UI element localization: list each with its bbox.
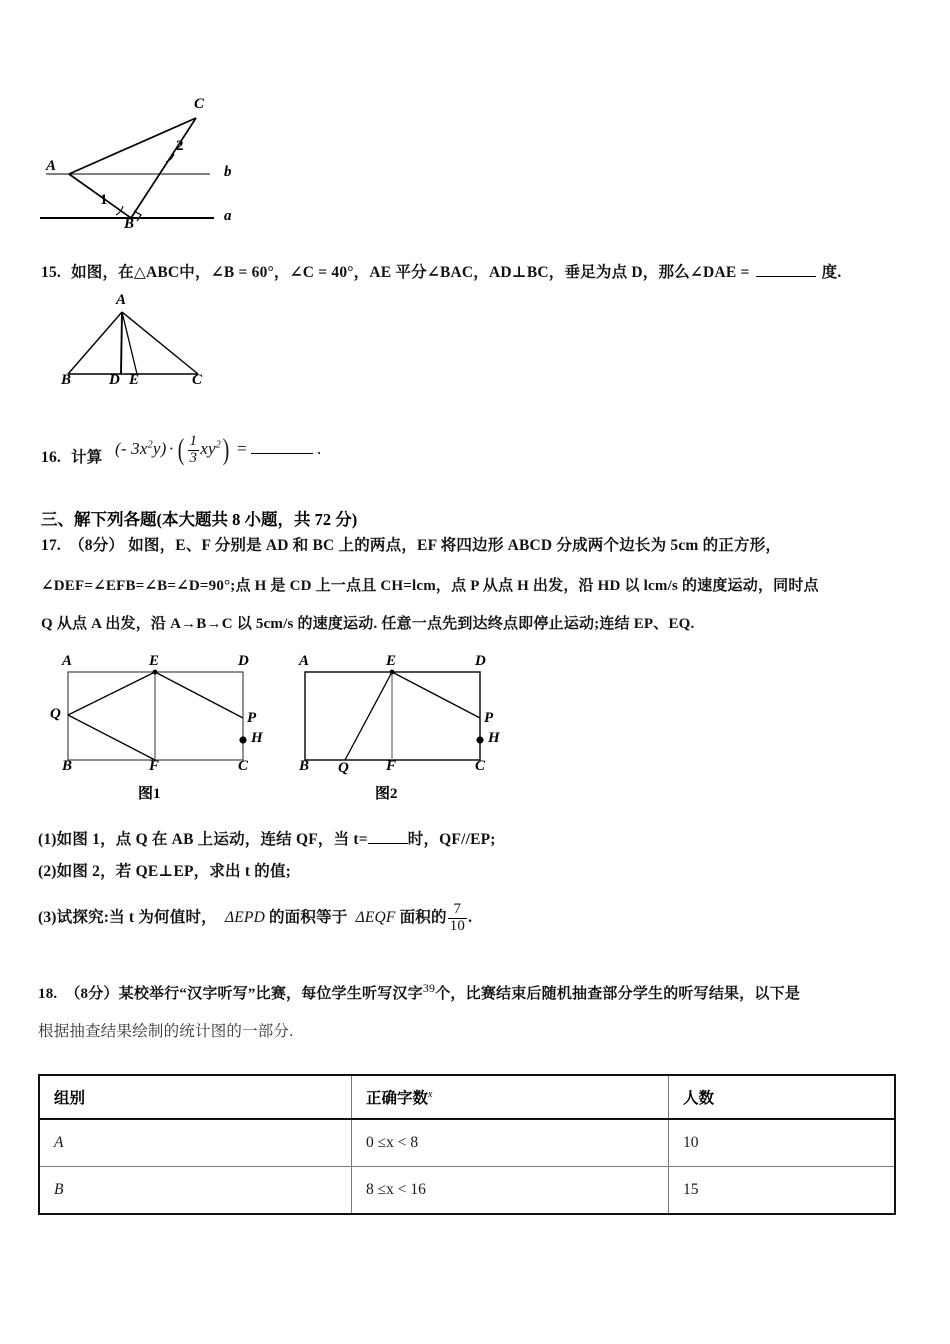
- expr-paren-open: (: [178, 433, 185, 467]
- question-15-body: 如图，在△ABC中，∠B = 60°，∠C = 40°，AE 平分∠BAC，AD⊥BC，垂足为点 D，那么∠DAE =: [71, 264, 750, 281]
- table-row: [39, 1119, 895, 1167]
- question-17-sub-3-text-b: 的面积等于: [268, 908, 348, 926]
- table-cell-group-A: A: [39, 1119, 352, 1167]
- figure2-label-D: D: [475, 653, 486, 669]
- fraction-denominator: 3: [189, 449, 198, 466]
- question-17-line-1: [41, 536, 781, 556]
- table-cell-range-A: 0 ≤x < 8: [352, 1119, 669, 1167]
- table-row: [39, 1167, 895, 1215]
- figure1-label-A: A: [62, 653, 73, 669]
- question-18-line-1: [38, 978, 800, 1004]
- section-3-heading: 三、解下列各题(本大题共 8 小题，共 72 分): [41, 510, 358, 529]
- question-17-score: （8分）: [69, 537, 125, 554]
- figure-label-A: A: [46, 158, 57, 174]
- figure1-label-D: D: [238, 653, 249, 669]
- question-18-text-a: 某校举行“汉字听写”比赛，每位学生听写汉字: [118, 986, 423, 1002]
- question-17-sub-3-period: .: [468, 908, 473, 926]
- figure1-label-F: F: [149, 758, 160, 774]
- triangle-epd-symbol: ΔEPD: [224, 908, 265, 926]
- question-17-sub-1: [38, 830, 496, 850]
- expr-equals: =: [237, 439, 247, 459]
- figure-label-angle-2: 2: [176, 138, 184, 154]
- expr-left-var: y: [152, 439, 161, 459]
- figure2-label-E: E: [386, 653, 397, 669]
- figure1-label-C: C: [238, 758, 249, 774]
- figure1-caption: 图1: [138, 786, 161, 802]
- figure-label-line-a: a: [224, 208, 232, 224]
- table-cell-count-A: 10: [669, 1119, 896, 1167]
- figure2-label-P: P: [484, 710, 494, 726]
- figure1-label-H: H: [251, 730, 263, 746]
- figure-triangle-abc-cevians: [48, 292, 228, 396]
- question-16-text: [41, 448, 102, 468]
- figure-parallel-lines-angles: [38, 92, 258, 237]
- table-cell-group-B: B: [39, 1167, 352, 1215]
- question-15-number: 15.: [41, 264, 61, 281]
- question-15-suffix: 度.: [821, 264, 842, 281]
- table-header-people-count: 人数: [669, 1075, 896, 1119]
- fraction-seven-tenths: [448, 902, 467, 935]
- figure2-label-Q: Q: [338, 760, 349, 776]
- fraction-numerator: 1: [189, 433, 198, 449]
- statistics-table: [38, 1074, 896, 1215]
- table-cell-count-B: 15: [669, 1167, 896, 1215]
- table-header-variable-x: x: [428, 1088, 433, 1100]
- fraction-denominator: 10: [449, 917, 466, 934]
- expr-left-body: - 3x: [120, 439, 148, 459]
- question-18-superscript-39: 39: [422, 981, 436, 995]
- question-17-sub-3: [38, 902, 472, 935]
- figure-label-C: C: [194, 96, 205, 112]
- question-17-sub-3-text-a: (3)试探究:当 t 为何值时，: [38, 908, 217, 926]
- figure-label-E: E: [129, 372, 140, 388]
- figure1-label-B: B: [62, 758, 73, 774]
- table-header-correct-count: [352, 1075, 669, 1119]
- question-16-number: 16.: [41, 449, 61, 466]
- expr-right-exponent: 2: [215, 439, 221, 451]
- expr-fraction: [188, 434, 200, 467]
- question-17-number: 17.: [41, 537, 61, 554]
- figure1-label-P: P: [247, 710, 257, 726]
- question-17-text-1: 如图，E、F 分别是 AD 和 BC 上的两点，EF 将四边形 ABCD 分成两个边长为 5cm 的正方形，: [128, 537, 782, 554]
- question-17-line-2: ∠DEF=∠EFB=∠B=∠D=90°;点 H 是 CD 上一点且 CH=lcm，点 P 从点 H 出发，沿 HD 以 lcm/s 的速度运动，同时点: [41, 578, 819, 594]
- question-17-line-3: Q 从点 A 出发，沿 A→B→C 以 5cm/s 的速度运动. 任意一点先到达终点即停止运动;连结 EP、EQ.: [41, 616, 695, 632]
- answer-blank-16[interactable]: [251, 440, 313, 454]
- question-17-sub-3-text-c: 面积的: [399, 908, 447, 926]
- figure1-label-E: E: [149, 653, 160, 669]
- question-18-line-2: 根据抽查结果绘制的统计图的一部分.: [38, 1023, 294, 1040]
- expr-right-body: xy: [200, 439, 216, 459]
- figure1-label-Q: Q: [50, 706, 61, 722]
- fraction-numerator: 7: [453, 901, 462, 917]
- table-header-row: [39, 1075, 895, 1119]
- figure-label-angle-1: 1: [100, 192, 108, 208]
- figure2-label-F: F: [386, 758, 397, 774]
- figure2-caption: 图2: [375, 786, 398, 802]
- answer-blank-15[interactable]: [756, 262, 816, 277]
- expr-paren-close: ): [222, 433, 230, 467]
- figure2-label-A: A: [299, 653, 310, 669]
- question-15-text: [41, 262, 841, 283]
- figure-label-C: C: [192, 372, 203, 388]
- question-18-text-b: 个，比赛结束后随机抽查部分学生的听写结果，以下是: [435, 986, 801, 1002]
- figure-label-A: A: [116, 292, 127, 308]
- expr-dot: ·: [168, 439, 175, 459]
- question-18-score: （8分）: [65, 986, 119, 1002]
- expr-period: .: [316, 439, 322, 459]
- figure-2-rectangle-abcd: [285, 648, 515, 802]
- expr-left-close: ): [160, 439, 167, 459]
- figure2-label-B: B: [299, 758, 310, 774]
- figure2-label-C: C: [475, 758, 486, 774]
- figure-label-B: B: [124, 216, 135, 232]
- table-cell-range-B: 8 ≤x < 16: [352, 1167, 669, 1215]
- table-header-correct-count-label: 正确字数: [366, 1090, 429, 1107]
- expr-left-open: (: [115, 439, 121, 459]
- triangle-eqf-symbol: ΔEQF: [355, 908, 396, 926]
- figure-label-line-b: b: [224, 164, 232, 180]
- question-17-sub-1-suffix: 时，QF//EP;: [407, 831, 496, 848]
- question-17-sub-1-text: (1)如图 1，点 Q 在 AB 上运动，连结 QF，当 t=: [38, 831, 368, 848]
- figure-label-B: B: [61, 372, 72, 388]
- figure2-label-H: H: [488, 730, 500, 746]
- question-16-label: 计算: [71, 449, 103, 466]
- question-17-sub-2: (2)如图 2，若 QE⊥EP，求出 t 的值;: [38, 863, 292, 880]
- expr-left-exponent: 2: [147, 439, 153, 451]
- figure-1-rectangle-abcd: [48, 648, 278, 802]
- table-header-group: 组别: [39, 1075, 352, 1119]
- question-16-expression: [115, 434, 321, 467]
- question-18-number: 18.: [38, 986, 58, 1002]
- figure-label-D: D: [109, 372, 120, 388]
- answer-blank-17-1[interactable]: [368, 830, 408, 844]
